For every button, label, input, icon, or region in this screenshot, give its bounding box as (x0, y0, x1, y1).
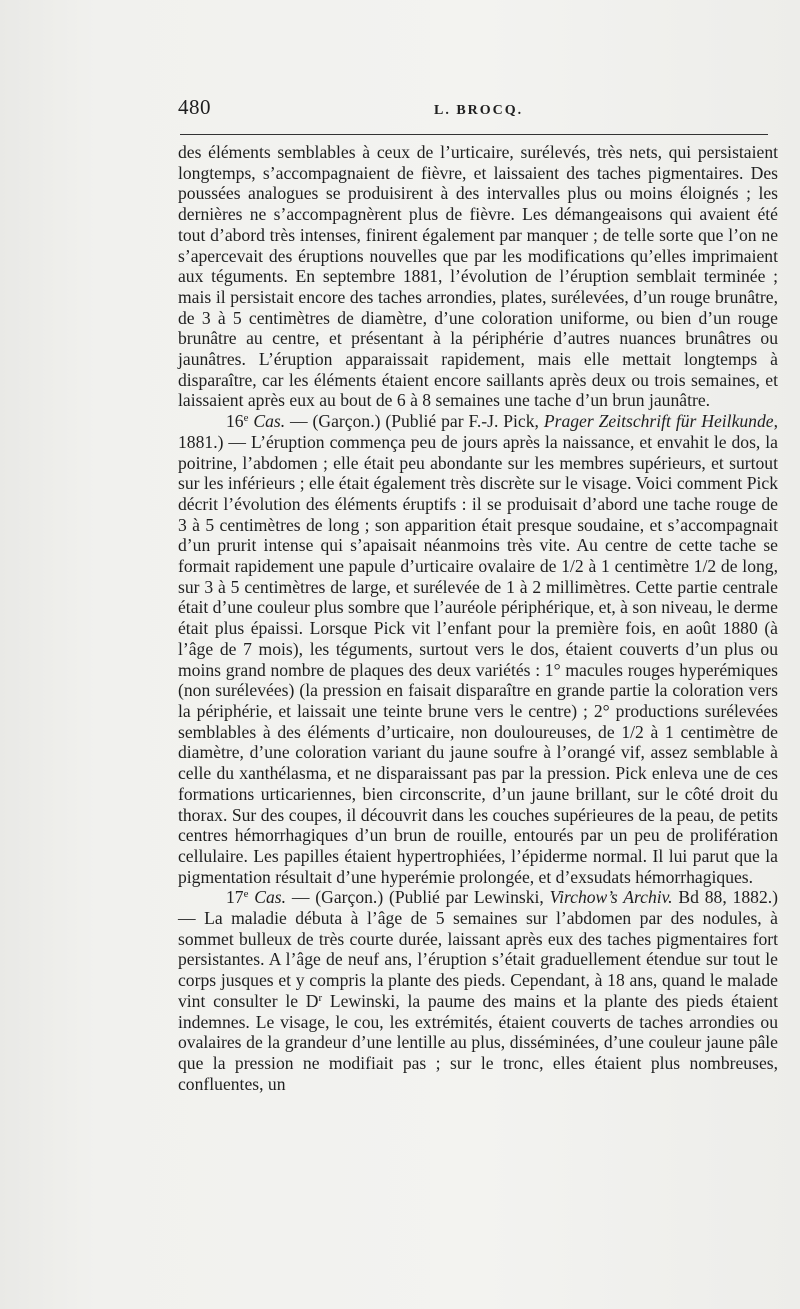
title-suffix: r (318, 991, 323, 1004)
case-text: — (Garçon.) (Publié par Lewinski, (286, 887, 550, 908)
running-head: L. BROCQ. (434, 103, 524, 118)
journal-title: Prager Zeitschrift für Heilkunde (543, 411, 774, 432)
case-number: 17 (226, 887, 244, 908)
ordinal-suffix: e (243, 888, 249, 901)
page-header (178, 95, 768, 125)
case-number: 16 (226, 411, 244, 432)
case-text: — (Garçon.) (Publié par F.-J. Pick, (285, 411, 544, 432)
journal-title: Virchow’s Archiv. (549, 887, 673, 908)
body-text (178, 142, 778, 1094)
paragraph: des éléments semblables à ceux de l’urticaire, surélevés, très nets, qui persistaient longtemps, s’accompagnaient de fièvre, et laissaient des taches pigmentaires. Des poussées analogues se produisirent à des intervalles plus ou moins éloignés ; les dernières ne s’accompagnèrent plus de fièvre. Les démangeaisons qui avaient été tout d’abord très intenses, finirent également par manquer ; de telle sorte que l’on ne s’apercevait des éruptions nouvelles que par les modifications qu’elles imprimaient aux téguments. En septembre 1881, l’évolution de l’éruption semblait terminée ; mais il persistait encore des taches arrondies, plates, surélevées, d’un rouge brunâtre, de 3 à 5 centimètres de diamètre, d’une coloration uniforme, ou bien d’un rouge brunâtre au centre, et présentant à la périphérie d’autres nuances brunâtres ou jaunâtres. L’éruption apparaissait rapidement, mais elle mettait longtemps à disparaître, car les éléments étaient encore saillants après deux ou trois semaines, et laissaient après eux au bout de 6 à 8 semaines une tache d’un brun jaunâtre. (178, 142, 778, 411)
case-label: Cas. (254, 887, 287, 908)
case-text: , 1881.) — L’éruption commença peu de jours après la naissance, et envahit le dos, la poitrine, l’abdomen ; elle était peu abondante sur les membres supérieurs, et surtout sur les inférieurs ; elle était également très discrète sur le visage. Voici comment Pick décrit l’évolution des éléments éruptifs : il se produisait d’abord une tache rouge de 3 à 5 centimètres de long ; son apparition était presque soudaine, et s’accompagnait d’un prurit intense qui s’apaisait néanmoins très vite. Au centre de cette tache se formait rapidement une papule d’urticaire ovalaire de 1/2 à 1 centimètre 1/2 de long, sur 3 à 5 centimètres de large, et surélevée de 1 à 2 millimètres. Cette partie centrale était d’une couleur plus sombre que l’auréole périphérique, et, à son niveau, le derme était plus épaissi. Lorsque Pick vit l’enfant pour la première fois, en août 1880 (à l’âge de 7 mois), les téguments, surtout vers le dos, étaient couverts d’un plus ou moins grand nombre de plaques des deux variétés : 1° macules rouges hyperémiques (non surélevées) (la pression en faisait disparaître en grande partie la coloration vers la périphérie, et laissait une teinte brune vers le centre) ; 2° productions surélevées semblables à des éléments d’urticaire, non douloureuses, de 1/2 à 1 centimètre de diamètre, d’une coloration variant du jaune soufre à l’orangé vif, assez semblable à celle du xanthélasma, et ne disparaissant pas par la pression. Pick enleva une de ces formations urticariennes, bien circonscrite, d’un jaune brillant, sur le côté droit du thorax. Sur des coupes, il découvrit dans les couches supérieures de la peau, de petits centres hémorrhagiques d’un brun de rouille, entourés par un peu de prolifération cellulaire. Les papilles étaient hypertrophiées, l’épiderme normal. Il lui parut que la pigmentation résultait d’une hyperémie prolongée, et d’exsudats hémorrhagiques. (178, 411, 778, 887)
ordinal-suffix: e (243, 412, 249, 425)
case-text: Bd 88, 1882.) — La maladie débuta à l’âge de 5 semaines sur l’abdomen par des nodules, à sommet bulleux de très courte durée, laissant après eux des taches pigmentaires fort persistantes. A l’âge de neuf ans, l’éruption s’était graduellement étendue sur tout le corps jusques et y compris la plante des pieds. Cependant, à 18 ans, quand le malade vint consulter le D (178, 887, 778, 1011)
case-17-paragraph (178, 887, 778, 1094)
case-label: Cas. (253, 411, 286, 432)
case-16-paragraph (178, 411, 778, 887)
page-number: 480 (178, 95, 211, 119)
header-rule (180, 134, 768, 135)
case-text: Lewinski, la paume des mains et la plante des pieds étaient indemnes. Le visage, le cou, les extrémités, étaient couverts de taches arrondies ou ovalaires de la grandeur d’une lentille au plus, disséminées, d’une couleur jaune pâle que la pression ne modifiait pas ; sur le tronc, elles étaient plus nombreuses, confluentes, un (178, 990, 778, 1094)
